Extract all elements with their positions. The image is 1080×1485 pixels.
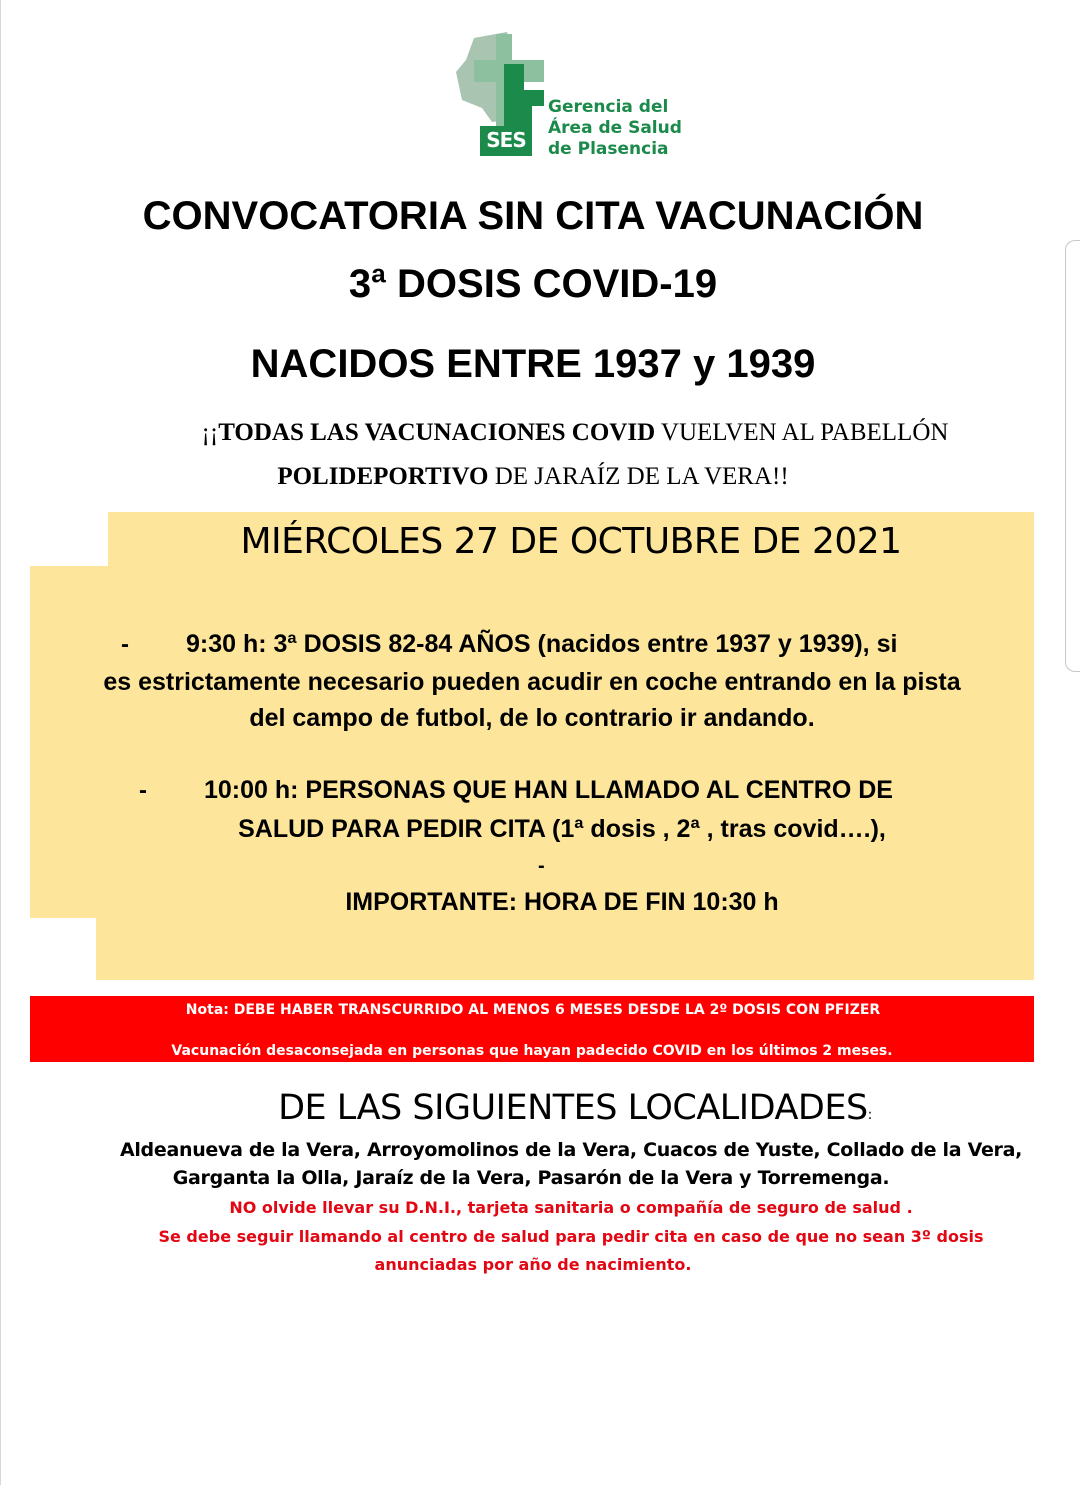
intro-line-1 [0, 416, 1080, 450]
scroll-handle[interactable] [1065, 240, 1080, 672]
intro-bold-2: POLIDEPORTIVO [277, 463, 489, 490]
important-end-time: IMPORTANTE: HORA DE FIN 10:30 h [345, 888, 779, 916]
ses-logo [452, 30, 692, 160]
reminder-note-2: Se debe seguir llamando al centro de salud para pedir cita en caso de que no sean 3º dosis [158, 1227, 984, 1246]
bullet-2: - [139, 777, 147, 804]
localities-line-2: Garganta la Olla, Jaraíz de la Vera, Pasarón de la Vera y Torremenga. [172, 1167, 890, 1189]
schedule-date: MIÉRCOLES 27 DE OCTUBRE DE 2021 [240, 521, 902, 562]
reminder-note-1: NO olvide llevar su D.N.I., tarjeta sanitaria o compañía de seguro de salud . [229, 1198, 913, 1217]
warning-line-2: Vacunación desaconsejada en personas que hayan padecido COVID en los últimos 2 meses. [171, 1043, 893, 1059]
item2-line1: 10:00 h: PERSONAS QUE HAN LLAMADO AL CENTRO DE [204, 776, 893, 804]
localities-title-colon: : [867, 1107, 872, 1123]
logo-line-2: Área de Salud [548, 118, 682, 138]
warning-line-1: Nota: DEBE HABER TRANSCURRIDO AL MENOS 6 MESES DESDE LA 2º DOSIS CON PFIZER [185, 1002, 881, 1018]
logo-line-3: de Plasencia [548, 139, 669, 159]
item2-line2: SALUD PARA PEDIR CITA (1ª dosis , 2ª , tras covid….), [238, 815, 886, 843]
reminder-note-3: anunciadas por año de nacimiento. [374, 1255, 692, 1274]
item1-line3: del campo de futbol, de lo contrario ir andando. [249, 704, 815, 732]
intro-line-2 [0, 460, 1066, 494]
intro-rest-2: DE JARAÍZ DE LA VERA!! [488, 463, 789, 490]
intro-bold-1: TODAS LAS VACUNACIONES COVID [218, 419, 656, 446]
item1-line2: es estrictamente necesario pueden acudir en coche entrando en la pista [103, 668, 961, 696]
dose-title: 3ª DOSIS COVID-19 [348, 262, 718, 306]
logo-text [548, 97, 682, 160]
logo-badge: SES [486, 128, 526, 152]
intro-rest-1: VUELVEN AL PABELLÓN [655, 419, 949, 446]
localities-line-1: Aldeanueva de la Vera, Arroyomolinos de la Vera, Cuacos de Yuste, Collado de la Vera, [119, 1139, 1023, 1161]
localities-title [0, 1086, 1080, 1137]
bullet-3: - [538, 855, 545, 877]
schedule-box-bottom-fill [108, 917, 1034, 952]
intro-prefix: ¡¡ [201, 419, 219, 446]
bullet-1: - [121, 631, 129, 658]
birth-years-title: NACIDOS ENTRE 1937 y 1939 [250, 342, 816, 386]
item1-line1: 9:30 h: 3ª DOSIS 82-84 AÑOS (nacidos entre 1937 y 1939), si [186, 630, 898, 658]
schedule-box-body [30, 566, 1034, 918]
main-title: CONVOCATORIA SIN CITA VACUNACIÓN [142, 194, 924, 238]
localities-title-text: DE LAS SIGUIENTES LOCALIDADES [278, 1088, 868, 1128]
logo-line-1: Gerencia del [548, 97, 669, 117]
